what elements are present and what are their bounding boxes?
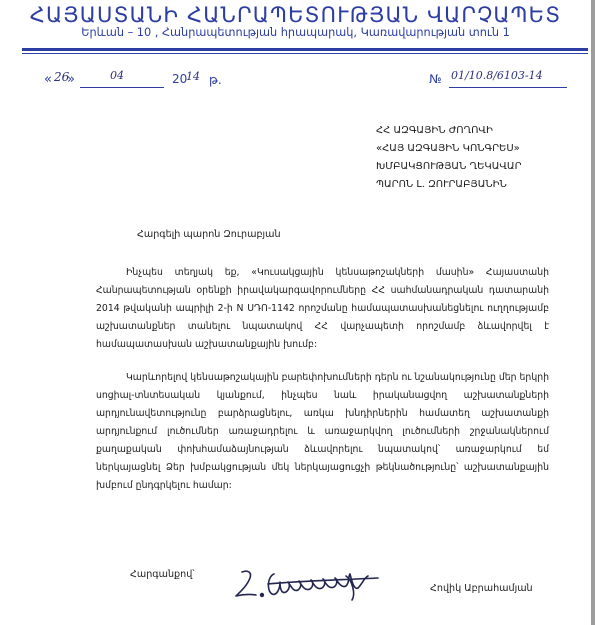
date-close-quote: » — [67, 72, 75, 87]
date-month: 04 — [110, 69, 124, 82]
paragraph-2 — [96, 369, 549, 495]
addressee-block — [376, 122, 522, 194]
salutation: Հարգելի պարոն Զուրաբյան — [137, 229, 281, 240]
reference-underline — [449, 87, 567, 88]
closing-phrase: Հարգանքով՝ — [130, 569, 195, 580]
paragraph-2-text: Կարևորելով կենսաթոշակային բարեփոխումների դերն ու նշանակությունը մեր երկրի սոցիալ-տնտեսական կյանքում, ինչպես նաև իրականացվող աշխատանքների արդյունավետությունը բարձրացնելու, առկա խնդիրներին համատեղ աշխատանքի արդյունքում լուծումներ առաջադրելու և առաջարկվող լուծումների շրջանակներում քաղաքական փոխհամաձայնության ձևավորելու նպատակով՝ առաջարկում եմ ներկայացնել Ձեր խմբակցության մեկ ներկայացուցչի թեկնածությունը՝ աշխատանքային խմբում ընդգրկելու համար: — [96, 372, 549, 491]
letterhead-rule-thin — [22, 53, 588, 54]
date-year-abbrev: թ. — [209, 73, 222, 87]
paragraph-1-text: Ինչպես տեղյակ եք, «Կուսակցային կենսաթոշակների մասին» Հայաստանի Հանրապետության օրենքի իրավակարգավորումները ՀՀ սահմանադրական դատարանի 2014 թվականի ապրիլի 2-ի N ՍԴՈ-1142 որոշմանը համապատասխանեցնելու ուղղությամբ աշխատանքներ տանելու նպատակով ՀՀ վարչապետի որոշմամբ ձևավորվել է համապատասխան աշխատանքային խումբ: — [96, 267, 549, 350]
letterhead-address: Երևան – 10 , Հանրապետության հրապարակ, Կառավարության տուն 1 — [81, 26, 510, 39]
addressee-line: ՀՀ ԱԶԳԱՅԻՆ ԺՈՂՈՎԻ — [376, 125, 493, 136]
handwritten-signature — [228, 564, 398, 604]
signer-name: Հովիկ Աբրահամյան — [430, 583, 533, 594]
date-line — [0, 69, 595, 92]
date-month-underline — [80, 87, 164, 88]
number-sign: № — [429, 72, 442, 86]
page-edge-shadow — [591, 0, 595, 625]
addressee-line: ԽՄԲԱԿՑՈՒԹՅԱՆ ՂԵԿԱՎԱՐ — [376, 161, 522, 172]
addressee-line: ՊԱՐՈՆ Լ. ԶՈՒՐԱԲՅԱՆԻՆ — [376, 179, 507, 190]
date-open-quote: « — [44, 72, 52, 87]
letterhead-title: ՀԱՅԱՍՏԱՆԻ ՀԱՆՐԱՊԵՏՈՒԹՅԱՆ ՎԱՐՉԱՊԵՏ — [29, 3, 562, 27]
letterhead-rule-thick — [22, 48, 588, 51]
date-day: 26 — [54, 70, 70, 84]
reference-number: 01/10.8/6103-14 — [451, 69, 543, 82]
date-year-prefix: 20 — [172, 72, 188, 86]
paragraph-1 — [96, 264, 549, 354]
addressee-line: «ՀԱՅ ԱԶԳԱՅԻՆ ԿՈՆԳՐԵՍ» — [376, 143, 520, 154]
date-year-suffix: 14 — [186, 70, 200, 83]
